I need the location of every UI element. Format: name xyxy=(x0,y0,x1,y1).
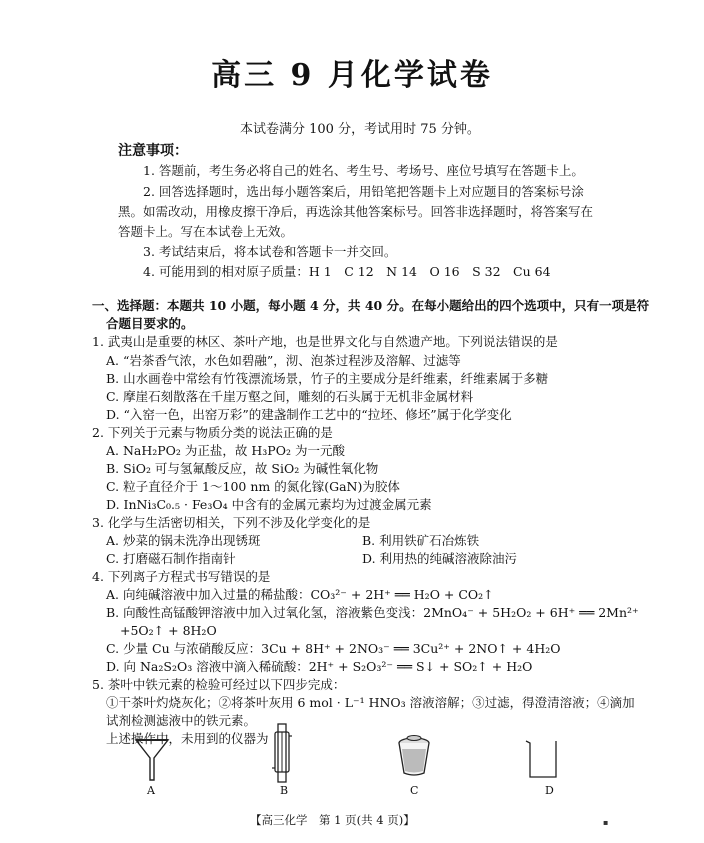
question-3-option-b: B. 利用铁矿石冶炼铁 xyxy=(362,533,480,548)
page-footer: 【高三化学 第 1 页(共 4 页)】 xyxy=(250,813,415,827)
question-4-option-b-cont: +5O₂↑ + 8H₂O xyxy=(120,623,217,638)
notice-line: 黑。如需改动，用橡皮擦干净后，再选涂其他答案标号。回答非选择题时，将答案写在 xyxy=(118,204,594,219)
question-3-option-c: C. 打磨磁石制作指南针 xyxy=(106,551,236,566)
question-3-stem: 3. 化学与生活密切相关，下列不涉及化学变化的是 xyxy=(92,515,371,530)
notice-line: 答题卡上。写在本试卷上无效。 xyxy=(118,224,294,239)
question-4-option-a: A. 向纯碱溶液中加入过量的稀盐酸：CO₃²⁻ + 2H⁺ ══ H₂O + CO₂↑ xyxy=(106,587,494,602)
question-2-stem: 2. 下列关于元素与物质分类的说法正确的是 xyxy=(92,425,333,440)
notice-line: 1. 答题前，考生务必将自己的姓名、考生号、考场号、座位号填写在答题卡上。 xyxy=(143,163,584,178)
question-1-option-c: C. 摩崖石刻散落在千崖万壑之间，雕刻的石头属于无机非金属材料 xyxy=(106,389,474,404)
notice-heading: 注意事项： xyxy=(118,143,188,159)
question-4-option-d: D. 向 Na₂S₂O₃ 溶液中滴入稀硫酸：2H⁺ + S₂O₃²⁻ ══ S↓ + SO₂↑ + H₂O xyxy=(106,659,533,674)
intro-text: 本试卷满分 100 分，考试用时 75 分钟。 xyxy=(240,122,480,137)
crucible-icon xyxy=(394,735,434,779)
question-5-steps-cont: 试剂检测滤液中的铁元素。 xyxy=(106,713,257,728)
question-5-stem: 5. 茶叶中铁元素的检验可经过以下四步完成： xyxy=(92,677,346,692)
question-1-stem: 1. 武夷山是重要的林区、茶叶产地，也是世界文化与自然遗产地。下列说法错误的是 xyxy=(92,334,558,349)
condenser-icon xyxy=(272,722,292,784)
apparatus-label-d: D xyxy=(545,784,554,797)
question-3-option-a: A. 炒菜的锅未洗净出现锈斑 xyxy=(106,533,261,548)
question-3-option-d: D. 利用热的纯碱溶液除油污 xyxy=(362,551,518,566)
question-1-option-d: D. “入窑一色，出窑万彩”的建盏制作工艺中的“拉坯、修坯”属于化学变化 xyxy=(106,407,512,422)
beaker-icon xyxy=(524,738,560,780)
page-title: 高三 9 月化学试卷 xyxy=(211,58,493,93)
question-5-prompt: 上述操作中，未用到的仪器为 xyxy=(106,731,269,746)
question-1-option-a: A. “岩茶香气浓，水色如碧融”，沏、泡茶过程涉及溶解、过滤等 xyxy=(106,353,461,368)
question-4-option-b: B. 向酸性高锰酸钾溶液中加入过氧化氢，溶液紫色变浅：2MnO₄⁻ + 5H₂O₂ + 6H⁺ ══ 2Mn²⁺ xyxy=(106,605,639,620)
funnel-icon xyxy=(132,736,172,782)
notice-line: 2. 回答选择题时，选出每小题答案后，用铅笔把答题卡上对应题目的答案标号涂 xyxy=(143,184,584,199)
section-heading: 一、选择题：本题共 10 小题，每小题 4 分，共 40 分。在每小题给出的四个选项中，只有一项是符 xyxy=(92,298,650,313)
question-4-option-c: C. 少量 Cu 与浓硝酸反应：3Cu + 8H⁺ + 2NO₃⁻ ══ 3Cu²⁺ + 2NO↑ + 4H₂O xyxy=(106,641,561,656)
question-2-option-c: C. 粒子直径介于 1～100 nm 的氮化镓(GaN)为胶体 xyxy=(106,479,400,494)
question-4-stem: 4. 下列离子方程式书写错误的是 xyxy=(92,569,271,584)
question-5-steps: ①干茶叶灼烧灰化；②将茶叶灰用 6 mol · L⁻¹ HNO₃ 溶液溶解；③过滤，得澄清溶液；④滴加 xyxy=(106,695,635,710)
corner-mark: ▪ xyxy=(603,818,609,827)
question-2-option-a: A. NaH₂PO₂ 为正盐，故 H₃PO₂ 为一元酸 xyxy=(106,443,345,458)
question-2-option-d: D. InNi₃C₀.₅ · Fe₃O₄ 中含有的金属元素均为过渡金属元素 xyxy=(106,497,432,512)
apparatus-label-a: A xyxy=(147,784,155,797)
question-1-option-b: B. 山水画卷中常绘有竹筏漂流场景，竹子的主要成分是纤维素，纤维素属于多糖 xyxy=(106,371,549,386)
apparatus-label-c: C xyxy=(410,784,419,797)
section-heading-cont: 合题目要求的。 xyxy=(106,316,194,331)
apparatus-label-b: B xyxy=(280,784,289,797)
notice-line: 3. 考试结束后，将本试卷和答题卡一并交回。 xyxy=(143,244,397,259)
notice-line: 4. 可能用到的相对原子质量：H 1 C 12 N 14 O 16 S 32 Cu 64 xyxy=(143,264,551,279)
question-2-option-b: B. SiO₂ 可与氢氟酸反应，故 SiO₂ 为碱性氧化物 xyxy=(106,461,379,476)
